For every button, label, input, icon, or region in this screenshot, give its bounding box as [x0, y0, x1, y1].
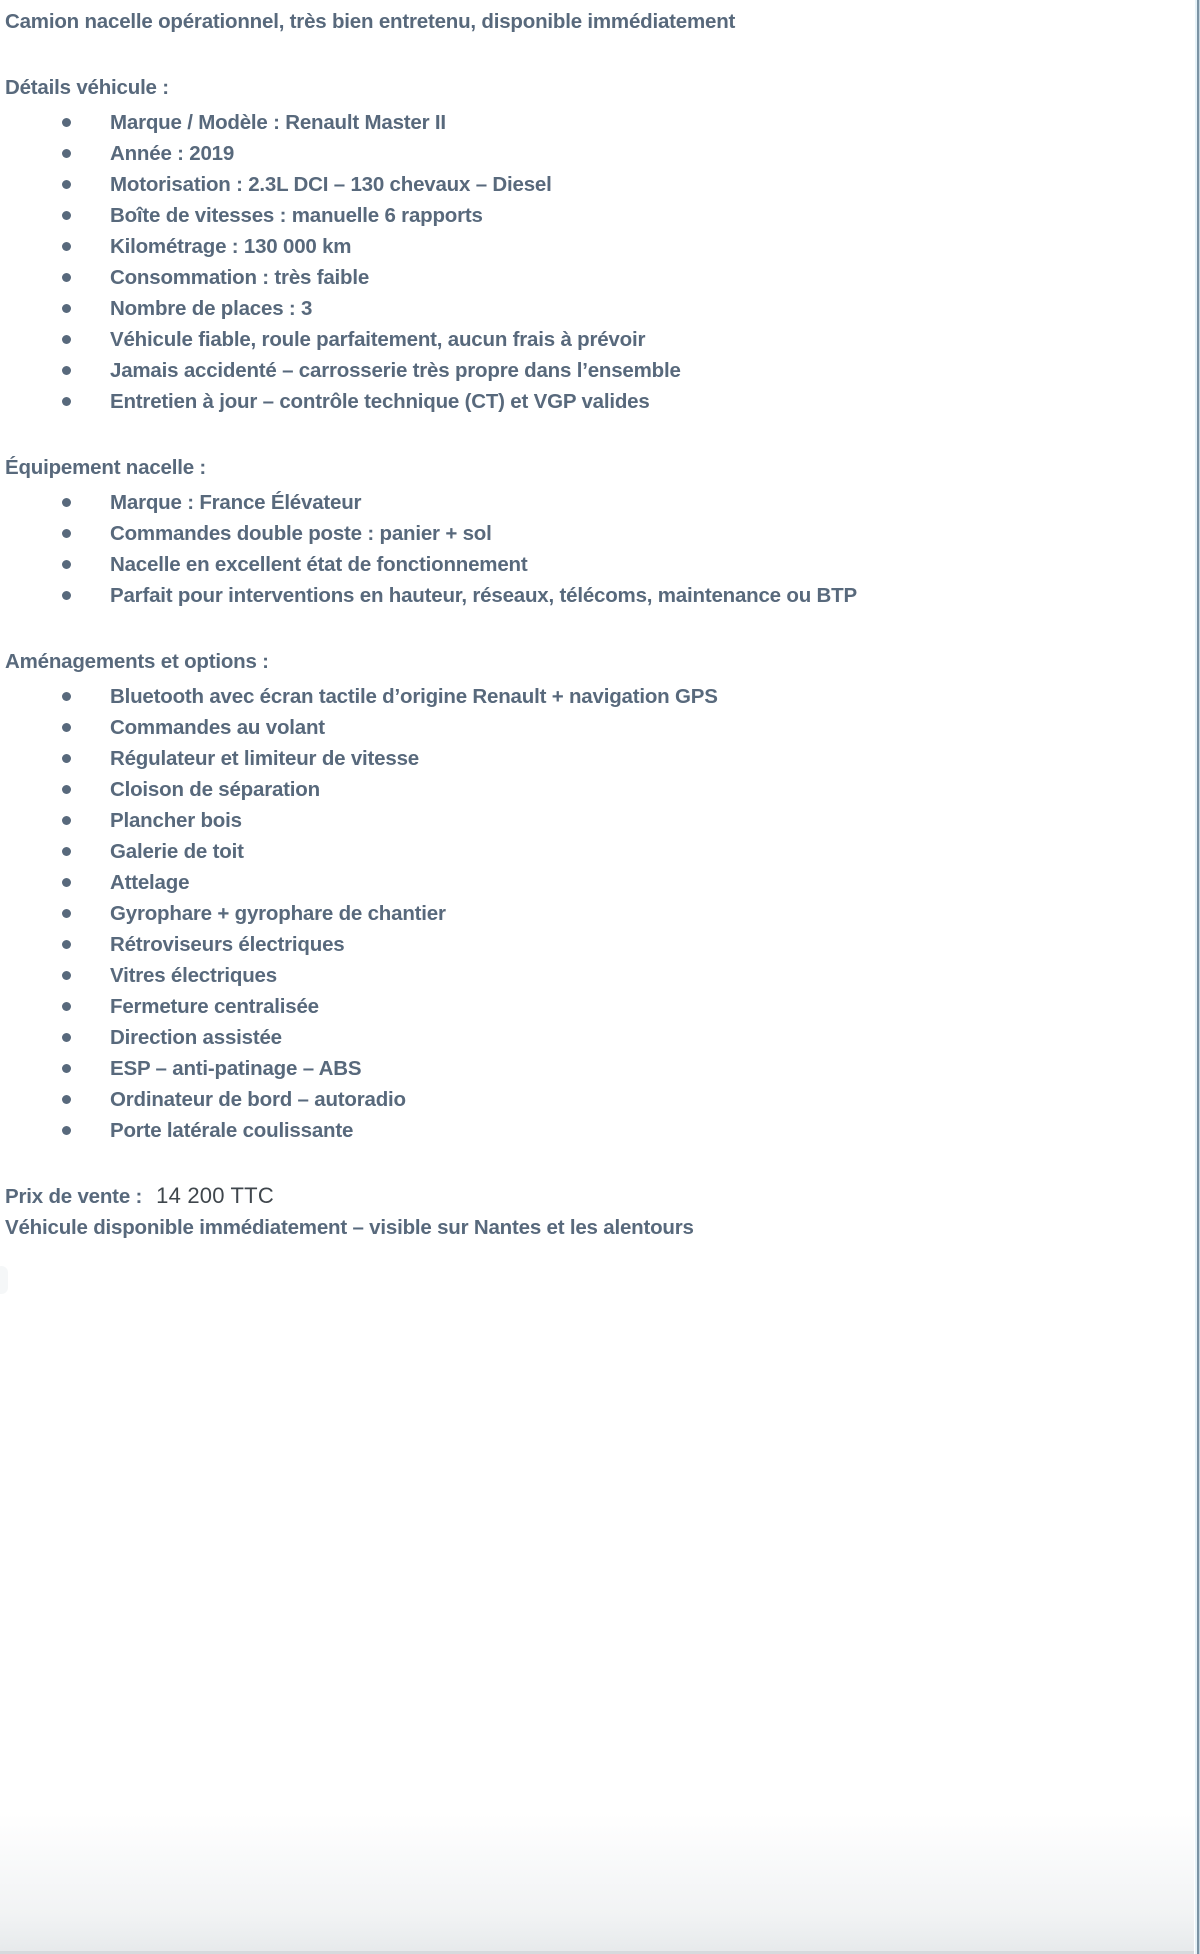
list-item: Année : 2019	[5, 138, 1160, 169]
list-item: Régulateur et limiteur de vitesse	[5, 743, 1160, 774]
list-item: Attelage	[5, 867, 1160, 898]
list-item: Marque : France Élévateur	[5, 487, 1160, 518]
list-item: Rétroviseurs électriques	[5, 929, 1160, 960]
bullet-list	[5, 487, 1160, 611]
list-item: Nacelle en excellent état de fonctionnement	[5, 549, 1160, 580]
list-item: ESP – anti-patinage – ABS	[5, 1053, 1160, 1084]
list-item: Cloison de séparation	[5, 774, 1160, 805]
price-label: Prix de vente :	[5, 1185, 143, 1208]
availability-text: Véhicule disponible immédiatement – visible sur Nantes et les alentours	[5, 1216, 694, 1239]
list-item: Bluetooth avec écran tactile d’origine Renault + navigation GPS	[5, 681, 1160, 712]
list-item: Véhicule fiable, roule parfaitement, aucun frais à prévoir	[5, 324, 1160, 355]
listing-title: Camion nacelle opérationnel, très bien entretenu, disponible immédiatement	[5, 10, 736, 33]
scrollbar-track[interactable]	[1194, 0, 1200, 1954]
list-item: Commandes au volant	[5, 712, 1160, 743]
list-item: Nombre de places : 3	[5, 293, 1160, 324]
list-item: Commandes double poste : panier + sol	[5, 518, 1160, 549]
list-item: Entretien à jour – contrôle technique (CT) et VGP valides	[5, 386, 1160, 417]
section-heading: Détails véhicule :	[5, 76, 169, 99]
bullet-list	[5, 681, 1160, 1146]
list-item: Boîte de vitesses : manuelle 6 rapports	[5, 200, 1160, 231]
list-item: Galerie de toit	[5, 836, 1160, 867]
section-heading: Aménagements et options :	[5, 650, 269, 673]
list-item: Porte latérale coulissante	[5, 1115, 1160, 1146]
section-heading: Équipement nacelle :	[5, 456, 207, 479]
bottom-fade	[0, 1814, 1200, 1954]
description-body	[5, 6, 1160, 1243]
list-item: Plancher bois	[5, 805, 1160, 836]
price-value: 14 200 TTC	[156, 1183, 274, 1208]
left-edge-artifact	[0, 1266, 8, 1294]
sections-root	[5, 72, 1160, 1146]
list-item: Parfait pour interventions en hauteur, réseaux, télécoms, maintenance ou BTP	[5, 580, 1160, 611]
list-item: Fermeture centralisée	[5, 991, 1160, 1022]
list-item: Kilométrage : 130 000 km	[5, 231, 1160, 262]
list-item: Ordinateur de bord – autoradio	[5, 1084, 1160, 1115]
list-item: Marque / Modèle : Renault Master II	[5, 107, 1160, 138]
list-item: Vitres électriques	[5, 960, 1160, 991]
bullet-list	[5, 107, 1160, 417]
list-item: Jamais accidenté – carrosserie très propre dans l’ensemble	[5, 355, 1160, 386]
list-item: Direction assistée	[5, 1022, 1160, 1053]
price-line	[5, 1180, 1160, 1212]
list-item: Consommation : très faible	[5, 262, 1160, 293]
list-item: Gyrophare + gyrophare de chantier	[5, 898, 1160, 929]
list-item: Motorisation : 2.3L DCI – 130 chevaux – Diesel	[5, 169, 1160, 200]
